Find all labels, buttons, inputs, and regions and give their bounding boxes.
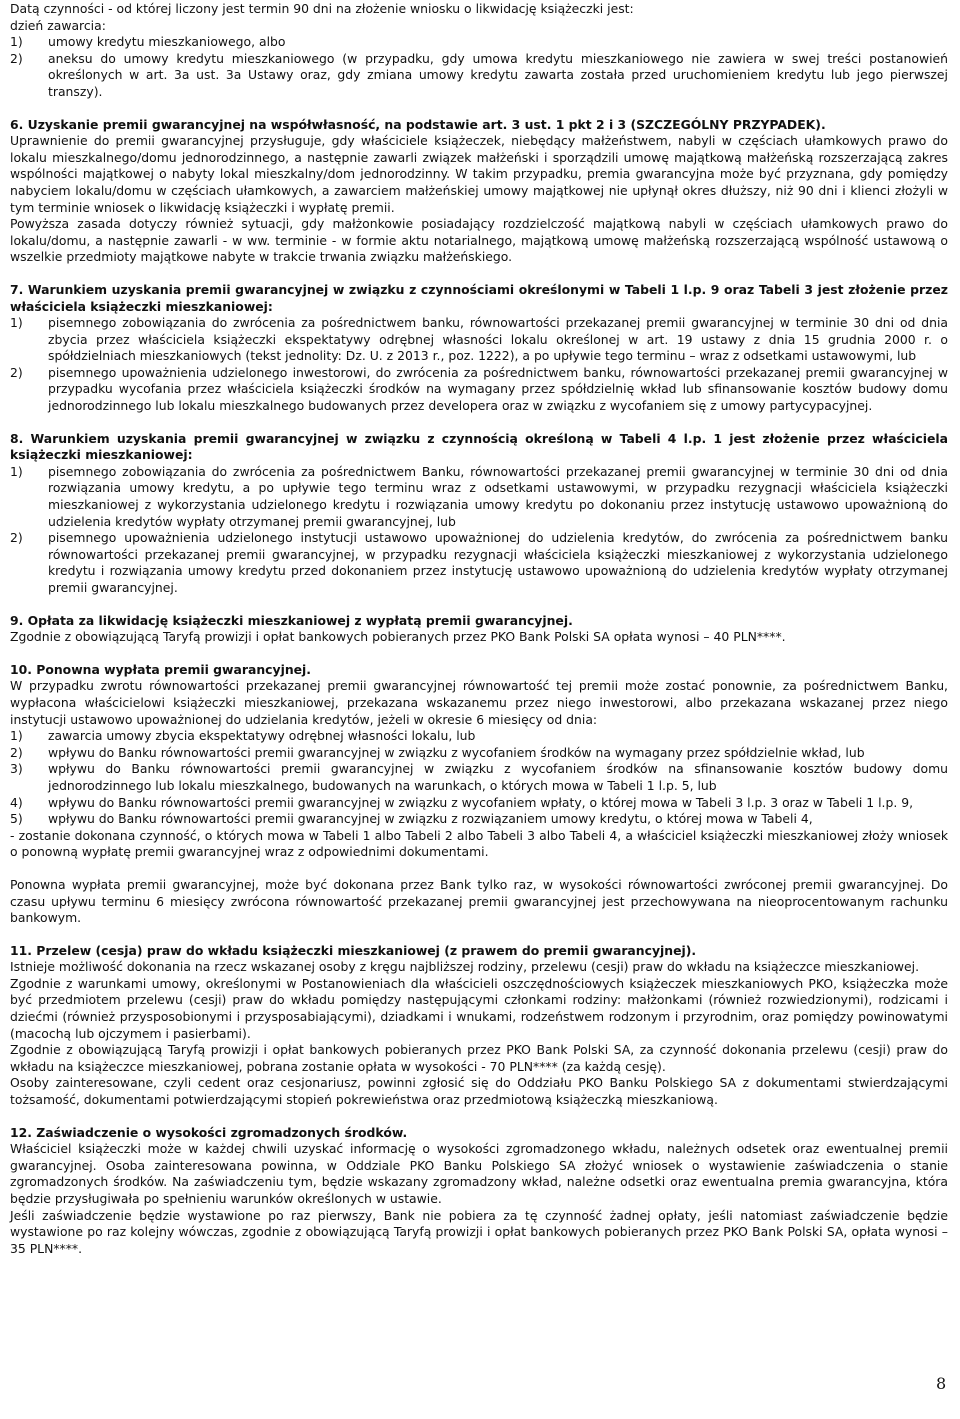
section-11-heading: 11. Przelew (cesja) praw do wkładu książeczki mieszkaniowej (z prawem do premii gwarancyjnej). — [10, 942, 697, 958]
paragraph: Powyższa zasada dotyczy również sytuacji, gdy małżonkowie posiadający rozdzielczość majątkową nabyli w częściach ułamkowych prawo do lokalu/domu, a następnie zawarli - w ww. terminie - w formie aktu notarialnego, majątkową umowę małżeńską rozszerzającą wspólność ustawową o wszelkie przedmioty majątkowe nabyte w trakcie trwania związku małżeńskiego. — [10, 216, 948, 265]
section-7-heading: 7. Warunkiem uzyskania premii gwarancyjnej w związku z czynnościami określonymi w Tabeli 1 l.p. 9 oraz Tabeli 3 jest złożenie przez właściciela książeczki mieszkaniowej: — [10, 281, 948, 314]
section-10-heading: 10. Ponowna wypłata premii gwarancyjnej. — [10, 661, 312, 677]
section-12-heading: 12. Zaświadczenie o wysokości zgromadzonych środków. — [10, 1124, 408, 1140]
intro-sub: dzień zawarcia: — [10, 17, 106, 33]
paragraph: - zostanie dokonana czynność, o których mowa w Tabeli 1 albo Tabeli 2 albo Tabeli 3 albo Tabeli 4, a właściciel książeczki mieszkaniowej złoży wniosek o ponowną wypłatę premii gwarancyjnej wraz z odpowiednimi dokumentami. — [10, 827, 948, 860]
list-item: 1) zawarcia umowy zbycia ekspektatywy odrębnej własności lokalu, lub — [10, 728, 476, 744]
paragraph: Jeśli zaświadczenie będzie wystawione po raz pierwszy, Bank nie pobiera za tę czynność żadnej opłaty, jeśli natomiast zaświadczenie będzie wystawione po raz kolejny wówczas, zgodnie z obowiązującą Taryfą prowizji i opłat bankowych pobieranych przez PKO Bank Polski SA, opłata wynosi – 35 PLN****. — [10, 1207, 948, 1256]
list-item: 2) pisemnego upoważnienia udzielonego inwestorowi, do zwrócenia za pośrednictwem banku, równowartości przekazanej premii gwarancyjnej w przypadku wycofania przez właściciela książeczki środków na wymagany przez spółdzielnię wkład lub sfinansowanie kosztów budowy domu jednorodzinnego lub lokalu mieszkalnego budowanych przez developera oraz w związku z wycofaniem się z umowy partycypacyjnej. — [10, 364, 948, 414]
list-item: 5) wpływu do Banku równowartości premii gwarancyjnej w związku z rozwiązaniem umowy kredytu, o której mowa w Tabeli 4, — [10, 811, 813, 827]
paragraph: Ponowna wypłata premii gwarancyjnej, może być dokonana przez Bank tylko raz, w wysokości równowartości zwróconej premii gwarancyjnej. Do czasu upływu terminu 6 miesięcy zwrócona równowartość przekazanej premii gwarancyjnej jest przechowywana na nieoprocentowanym rachunku bankowym. — [10, 876, 948, 926]
page-number: 8 — [936, 1374, 947, 1393]
list-item: 1) pisemnego zobowiązania do zwrócenia za pośrednictwem banku, równowartości przekazanej premii gwarancyjnej w terminie 30 dni od dnia zbycia przez właściciela książeczki ekspektatywy odrębnej własności lokalu określonej w art. 19 ustawy z dnia 15 grudnia 2000 r. o spółdzielniach mieszkaniowych (tekst jednolity: Dz. U. z 2013 r., poz. 1222), a po upływie tego terminu – wraz z odsetkami ustawowymi, lub — [10, 315, 948, 364]
paragraph: Osoby zainteresowane, czyli cedent oraz cesjonariusz, powinni zgłosić się do Oddziału PKO Banku Polskiego SA z dokumentami stwierdzającymi tożsamość, dokumentami potwierdzającymi stopień pokrewieństwa oraz przedmiotową książeczką mieszkaniową. — [10, 1075, 948, 1108]
list-item: 2) wpływu do Banku równowartości premii gwarancyjnej w związku z wycofaniem środków na wymagany przez spółdzielnie wkład, lub — [10, 744, 865, 760]
list-item: 1) pisemnego zobowiązania do zwrócenia za pośrednictwem Banku, równowartości przekazanej premii gwarancyjnej w terminie 30 dni od dnia rozwiązania umowy kredytu, a po upływie tego terminu wraz z odsetkami ustawowymi, w przypadku rezygnacji właściciela książeczki mieszkaniowej z wykorzystania udzielonego kredytu i rozwiązania umowy kredytu po dokonaniu przez instytucję ustawowo upoważnioną do udzielenia kredytów wypłaty otrzymanej premii gwarancyjnej, lub — [10, 463, 948, 529]
list-item: 2) pisemnego upoważnienia udzielonego instytucji ustawowo upoważnionej do udzielenia kredytów, do zwrócenia za pośrednictwem banku równowartości przekazanej premii gwarancyjnej, w przypadku rezygnacji właściciela książeczki mieszkaniowej z wykorzystania udzielonego kredytu i rozwiązania umowy kredytu przed dokonaniem przez instytucję ustawowo upoważnioną do udzielenia kredytów wypłaty otrzymanej premii gwarancyjnej. — [10, 530, 948, 595]
section-9-heading: 9. Opłata za likwidację książeczki mieszkaniowej z wypłatą premii gwarancyjnej. — [10, 612, 573, 628]
list-item: 3) wpływu do Banku równowartości premii gwarancyjnej w związku z wycofaniem środków na sfinansowanie kosztów budowy domu jednorodzinnego lub lokalu mieszkalnego, budowanych na warunkach, o których mowa w Tabeli 1 l.p. 5, lub — [10, 761, 948, 793]
section-6-heading: 6. Uzyskanie premii gwarancyjnej na współwłasność, na podstawie art. 3 ust. 1 pkt 2 i 3 (SZCZEGÓLNY PRZYPADEK). — [10, 116, 826, 132]
section-8-heading: 8. Warunkiem uzyskania premii gwarancyjnej w związku z czynnością określoną w Tabeli 4 l.p. 1 jest złożenie przez właściciela książeczki mieszkaniowej: — [10, 430, 948, 463]
paragraph: Zgodnie z warunkami umowy, określonymi w Postanowieniach dla właścicieli oszczędnościowych książeczek mieszkaniowych PKO, książeczka może być przedmiotem przelewu (cesji) praw do wkładu pomiędzy następującymi członkami rodziny: małżonkami (również rozwiedzionymi), rodzicami i dziećmi (również przysposobionymi i przysposabiającymi), dziadkami i wnukami, rodzeństwem rodzonym i przyrodnim, oraz pomiędzy powinowatymi (macochą lub ojczymem i pasierbami). — [10, 975, 948, 1041]
document-page — [10, 1, 948, 1257]
list-item: 4) wpływu do Banku równowartości premii gwarancyjnej w związku z wycofaniem wpłaty, o której mowa w Tabeli 3 l.p. 3 oraz w Tabeli 1 l.p. 9, — [10, 794, 914, 810]
list-item: 2) aneksu do umowy kredytu mieszkaniowego (w przypadku, gdy umowa kredytu mieszkaniowego nie zawiera w swej treści postanowień określonych w art. 3a ust. 3a Ustawy oraz, gdy zmiana umowy kredytu zawarta została przed uruchomieniem kredytu lub jego pierwszej transzy). — [10, 50, 948, 99]
intro-line: Datą czynności - od której liczony jest termin 90 dni na złożenie wniosku o likwidację książeczki jest: — [10, 1, 634, 16]
paragraph: Uprawnienie do premii gwarancyjnej przysługuje, gdy właściciele książeczek, niebędący małżeństwem, nabyli w częściach ułamkowych prawo do lokalu mieszkalnego/domu jednorodzinnego, a następnie zawarli związek małżeński i sporządzili umowę majątkową małżeńską rozszerzającą zakres wspólności majątkowej o nabyty lokal mieszkalny/dom jednorodzinny. W takim przypadku, premia gwarancyjna może być przyznana, gdy pomiędzy nabyciem lokalu/domu w częściach ułamkowych, a zawarciem małżeńskiej umowy majątkowej nie upłynął okres dłuższy, niż 90 dni i klienci złożyli w tym terminie wniosek o likwidację książeczki i wypłatę premii. — [10, 133, 948, 215]
paragraph: W przypadku zwrotu równowartości przekazanej premii gwarancyjnej równowartość tej premii może zostać ponownie, za pośrednictwem Banku, wypłacona właścicielowi książeczki mieszkaniowej, przekazana wskazanemu przez niego inwestorowi, albo przekazana wskazanej przez niego instytucji ustawowo upoważnionej do udzielania kredytów, jeżeli w okresie 6 miesięcy od dnia: — [10, 678, 948, 727]
paragraph: Właściciel książeczki może w każdej chwili uzyskać informację o wysokości zgromadzonego wkładu, należnych odsetek oraz ewentualnej premii gwarancyjnej. Osoba zainteresowana powinna, w Oddziale PKO Banku Polskiego SA złożyć wniosek o wystawienie zaświadczenia o stanie zgromadzonych środków. Na zaświadczeniu tym, będzie wskazany zgromadzony wkład, należne odsetki oraz ewentualna premia gwarancyjna, która będzie przysługiwała po spełnieniu warunków określonych w ustawie. — [10, 1141, 948, 1206]
list-item: 1) umowy kredytu mieszkaniowego, albo — [10, 34, 286, 50]
paragraph: Zgodnie z obowiązującą Taryfą prowizji i opłat bankowych pobieranych przez PKO Bank Polski SA, za czynność dokonania przelewu (cesji) praw do wkładu na książeczce mieszkaniowej, pobrana zostanie opłata w wysokości - 70 PLN**** (za każdą cesję). — [10, 1042, 948, 1074]
paragraph: Istnieje możliwość dokonania na rzecz wskazanej osoby z kręgu najbliższej rodziny, przelewu (cesji) praw do wkładu na książeczce mieszkaniowej. — [10, 959, 920, 975]
paragraph: Zgodnie z obowiązującą Taryfą prowizji i opłat bankowych pobieranych przez PKO Bank Polski SA opłata wynosi – 40 PLN****. — [10, 629, 786, 645]
